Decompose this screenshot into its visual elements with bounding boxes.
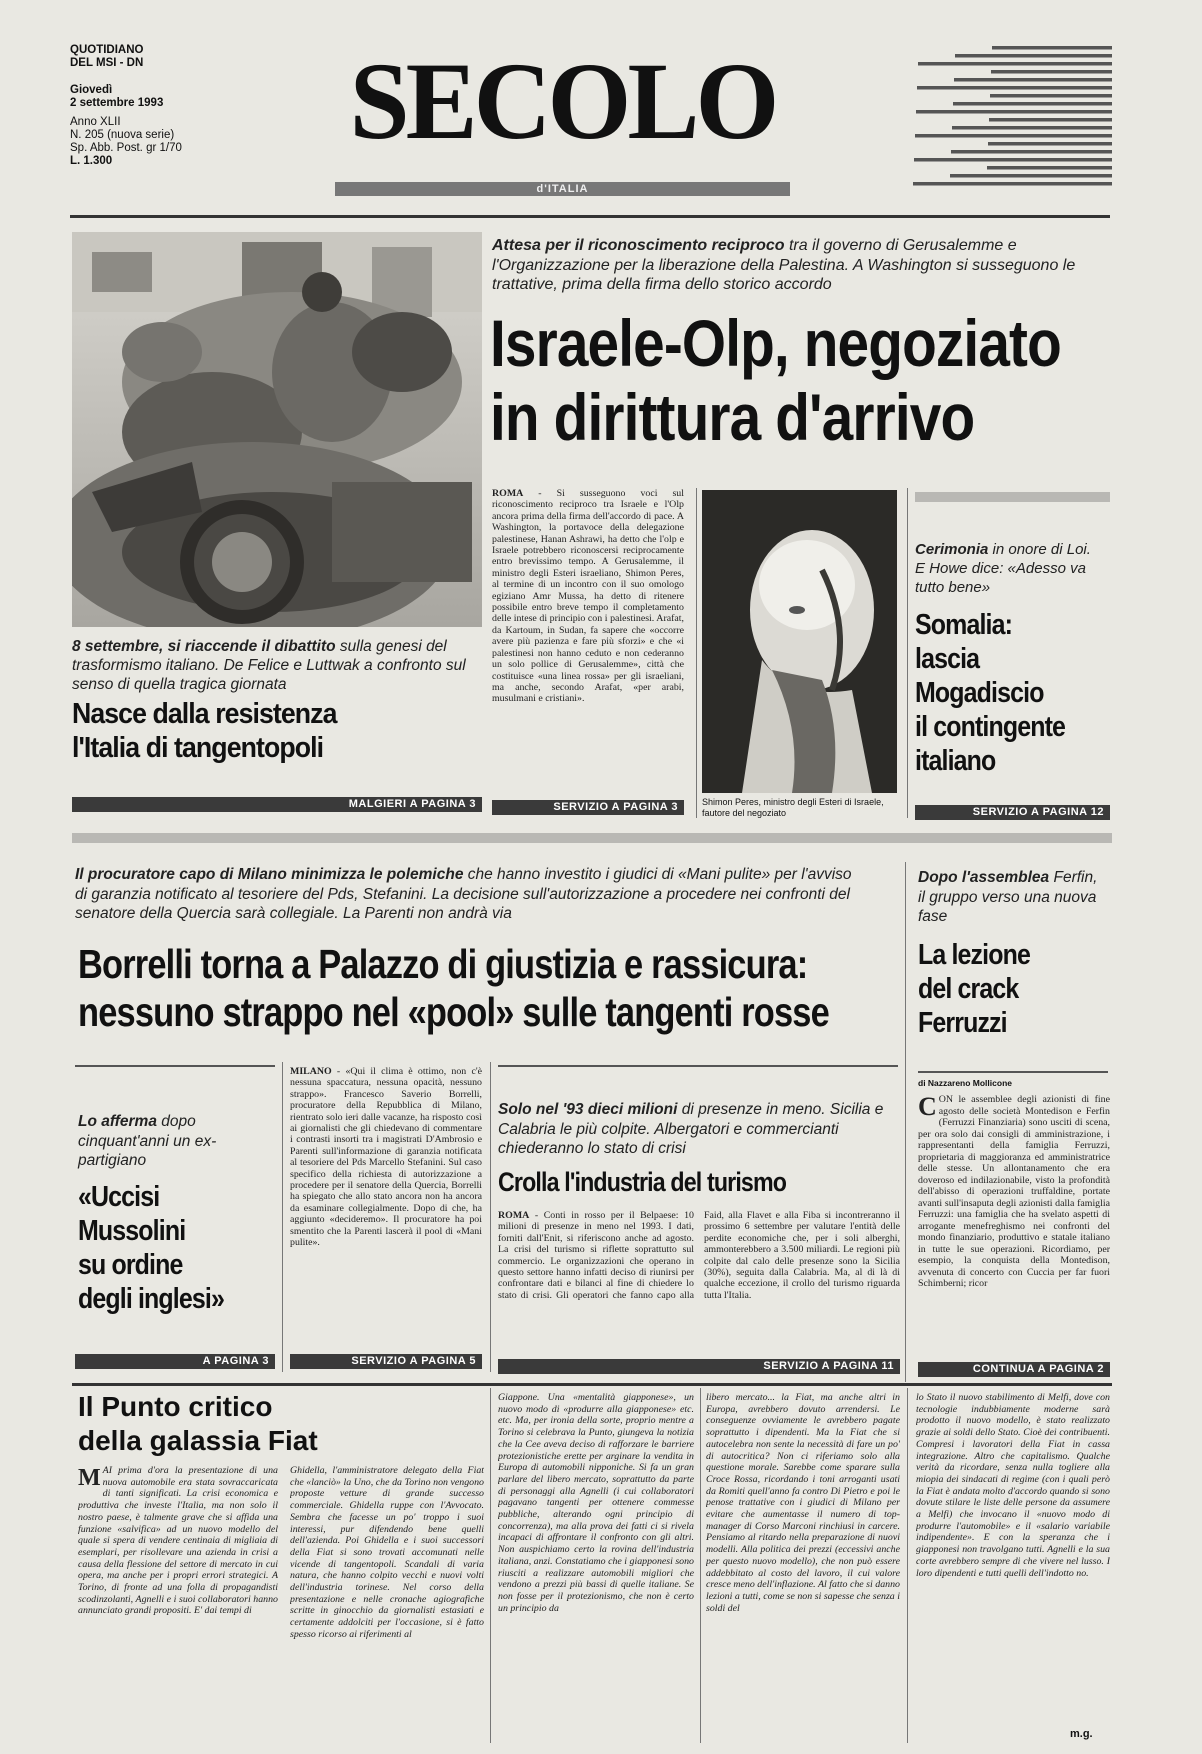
ferfin-kicker [918, 868, 1108, 927]
turismo-top-rule [498, 1065, 898, 1067]
turismo-article-body [498, 1210, 900, 1348]
column-rule [905, 862, 906, 1382]
turismo-kicker-rest: di presenze in meno. Sicilia e Calabria le più colpite. Albergatori e commercianti chiederanno lo stato di crisi [498, 1101, 884, 1157]
fine-print-line [990, 94, 1112, 98]
masthead-rule [70, 215, 1110, 218]
israel-headline-line2: in dirittura d'arrivo [490, 380, 975, 454]
mussolini-kicker-rest: dopo cinquant'anni un ex-partigiano [78, 1113, 217, 1169]
resistance-kicker-rest: sulla genesi del trasformismo italiano. De Felice e Luttwak a confronto sul senso di quella tragica giornata [72, 638, 466, 693]
israel-page-ref[interactable]: SERVIZIO A PAGINA 3 [492, 800, 684, 815]
fine-print-line [915, 134, 1112, 138]
ferfin-kicker-rest: Ferfin, il gruppo verso una nuova fase [918, 869, 1098, 925]
mussolini-headline-line: «Uccisi [78, 1181, 160, 1213]
fine-print-line [953, 102, 1112, 106]
turismo-dateline: ROMA [498, 1210, 530, 1221]
ferfin-rule [918, 1071, 1108, 1073]
postal-info: Sp. Abb. Post. gr 1/70 [70, 142, 182, 154]
mussolini-headline-line: su ordine [78, 1249, 183, 1281]
editorial-signature: m.g. [1070, 1728, 1093, 1740]
editorial-top-rule [72, 1383, 1112, 1386]
fine-print-line [992, 46, 1112, 50]
masthead-title: SECOLO [349, 40, 776, 162]
resistance-photo [72, 232, 482, 627]
ferfin-headline-line: La lezione [918, 939, 1030, 971]
borrelli-dateline: MILANO [290, 1066, 332, 1077]
column-rule [490, 1388, 491, 1743]
turismo-page-ref[interactable]: SERVIZIO A PAGINA 11 [498, 1359, 900, 1374]
ferfin-headline-line: Ferruzzi [918, 1007, 1007, 1039]
editorial-col-2: Ghidella, l'amministratore delegato della Fiat che «lanciò» la Uno, che da Torino non vengono proposte vetture di grande successo commerciale. Ghidella ruppe con l'Avvocato. Sembra che facesse un po' troppo i suoi interessi, pur difendendo bene quelli dell'azienda. Poi Ghidella e i suoi successori della Fiat si sono trovati accomunati nelle vicende di tangentopoli. Scandali di varia natura, che hanno colpito vecchi e nuovi volti dell'industria torinese. Nel corso della presentazione e nelle cronache agiografiche scritte in ginocchio da giornalisti estasiati e certamente addolciti per l'occasione, si è fatto spesso ricorso ai riferimenti al [290, 1465, 484, 1640]
editorial-headline-line1: Il Punto critico [78, 1391, 273, 1422]
turismo-headline: Crolla l'industria del turismo [498, 1167, 787, 1197]
ferfin-page-ref[interactable]: CONTINUA A PAGINA 2 [918, 1362, 1110, 1377]
column-rule [282, 1062, 283, 1372]
ferfin-body-text: ON le assemblee degli azionisti di fine agosto delle società Montedison e Ferfin (Ferruzzi Finanziaria) sono usciti di scena, per ora solo dai consigli di amministrazione, i rappresentanti della famiglia Ferruzzi, proprietaria di maggioranza ed amministratrice delle stesse. Un allontanamento che era doveroso ed indilazionabile, visto la profondità dell'abisso di operazioni truffaldine, portate avanti sull'insaputa degli azionisti dalla famiglia Ferruzzi: una famiglia che ha svelato aspetti di arrogante menefreghismo nei confronti del mondo finanziario, produttivo e statale italiano in tutte le sue operazioni. Ricordiamo, per esempio, la conquista della Montedison, avvenuta di concerto con Cuccia per far fuori Schimberni; ricor [918, 1094, 1110, 1289]
fine-print-line [950, 174, 1112, 178]
peres-caption: Shimon Peres, ministro degli Esteri di Israele, fautore del negoziato [702, 797, 884, 818]
peres-photo [702, 490, 897, 793]
editorial-headline [78, 1390, 478, 1458]
editorial-col-3: Giappone. Una «mentalità giapponese», un nuovo modo di «produrre alla giapponese» etc. etc. Ma, per ironia della sorte, proprio mentre a Torino si celebrava la Punto, giungeva la notizia che la Cee aveva deciso di rafforzare le barriere protezionistiche erette per arginare la vendita in Europa di automobili nipponiche. Si fa un gran parlare del libero mercato, soprattutto da parte di personaggi alla Agnelli (i cui collaboratori pagavano tangenti per ottenere commesse pubbliche, alterando ogni principio di concorrenza), ma alla prova dei fatti ci si rivela incapaci di affrontare il confronto con gli altri. Non auspichiamo certo la rovina dell'industria italiana, anzi. Constatiamo che i giapponesi sono riusciti a realizzare automobili migliori che vendono a prezzi più bassi di quelle italiane. Se non fosse per il protezionismo, che non è certo un principio da [498, 1392, 694, 1614]
somalia-headline-line: Mogadiscio [915, 677, 1044, 709]
borrelli-kicker-bold: Il procuratore capo di Milano minimizza le polemiche [75, 866, 464, 883]
mussolini-headline-line: degli inglesi» [78, 1283, 224, 1315]
somalia-headline [915, 608, 1113, 778]
resistance-headline-line1: Nasce dalla resistenza [72, 698, 337, 730]
israel-article-body [492, 488, 684, 793]
column-rule [907, 488, 908, 818]
weekday: Giovedì [70, 84, 113, 96]
editorial-dropcap: M [78, 1465, 101, 1491]
somalia-headline-line: italiano [915, 745, 996, 777]
fine-print-line [991, 70, 1112, 74]
israel-kicker-bold: Attesa per il riconoscimento reciproco [492, 237, 785, 254]
price: L. 1.300 [70, 155, 113, 167]
resistance-headline-line2: l'Italia di tangentopoli [72, 732, 324, 764]
resistance-headline [72, 697, 449, 765]
column-rule [490, 1062, 491, 1372]
ferfin-byline: di Nazzareno Mollicone [918, 1078, 1012, 1088]
party-label: DEL MSI - DN [70, 57, 144, 69]
fine-print-line [917, 86, 1112, 90]
year-label: Anno XLII [70, 116, 121, 128]
borrelli-headline [78, 940, 834, 1036]
turismo-body-text: - Conti in rosso per il Belpaese: 10 milioni di presenze in meno nel 1993. I dati, forniti dall'Enit, si riferiscono anche ad agosto. La crisi del turismo si riflette soprattutto sul commercio. Le organizzazioni che operano in questo settore hanno infatti deciso di riunirsi per confrontare dati e bilanci al fine di chiedere lo stato di crisi. Gli operatori che fanno capo alla Faid, alla Flavet e alla Fiba si incontreranno il prossimo 6 settembre per valutare l'entità delle perdite economiche che, per i soli alberghi, ammonterebbero a 3.500 miliardi. Le regioni più colpite dal calo delle presenze sono la Sicilia (30%), seguita dalla Calabria. Ma, al di là di qualche eccezione, il crollo del turismo riguarda tutta l'Italia. [498, 1210, 900, 1301]
masthead-info-left [70, 44, 230, 168]
editorial-headline-line2: della galassia Fiat [78, 1425, 318, 1456]
borrelli-headline-line2: nessuno strappo nel «pool» sulle tangenti rosse [78, 989, 829, 1035]
borrelli-page-ref[interactable]: SERVIZIO A PAGINA 5 [290, 1354, 482, 1369]
mussolini-top-rule [75, 1065, 275, 1067]
ferfin-headline [918, 938, 1116, 1040]
editorial-col-5: lo Stato il nuovo stabilimento di Melfi, dove con tecnologie indubbiamente moderne sarà prodotto il nuovo modello, è stato realizzato grazie ai soldi dello Stato. Cioè dei contribuenti. Compresi i lavoratori della Fiat in cassa integrazione. Altro che capitalismo. Qualche verità da ricordare, senza nulla togliere alla miopia dei sindacati di regime (con i quali però la Fiat è andata molto d'accordo quando si sono dovute stilare le liste delle persone da assumere a Melfi) che invocano il «nuovo modo di produrre l'automobile» e il «salario variabile indipendente». E con la speranza che i giapponesi non travolgano tutti. Agnelli e la sua corte avrebbero sempre di che vivere nel lusso. I loro dipendenti e tutti quelli dell'indotto no. [916, 1392, 1110, 1579]
fine-print-line [989, 118, 1112, 122]
mussolini-kicker [78, 1112, 268, 1171]
column-rule [907, 1388, 908, 1743]
borrelli-body-text: - «Qui il clima è ottimo, non c'è nessuna spaccatura, nessuna opacità, nessuno strappo». Francesco Saverio Borrelli, procuratore della Repubblica di Milano, rientrato solo ieri dalle vacanze, ha risposto così ai giornalisti che gli chiedevano di commentare i contrasti insorti tra i magistrati D'Ambrosio e Parenti sull'informazione di garanzia notificata al tesoriere del Pds Marcello Stefanini. Sul caso specifico della richiesta di autorizzazione a procedere per il senatore della Quercia, Borrelli ha spiegato che allo stato ancora non ha ancora da esaminare collegialmente. Dopo di che, ha aggiunto «decideremo». Il procuratore ha poi smentito che la Parenti lascerà il pool di «Mani pulite». [290, 1066, 482, 1249]
fine-print-line [914, 158, 1112, 162]
issue-date: 2 settembre 1993 [70, 97, 164, 109]
fine-print-line [955, 54, 1112, 58]
fine-print-line [951, 150, 1112, 154]
fine-print-line [913, 182, 1112, 186]
subscription-info-block [862, 42, 1112, 192]
somalia-top-rule [915, 492, 1110, 502]
paper-type: QUOTIDIANO [70, 44, 144, 56]
somalia-headline-line: Somalia: [915, 609, 1013, 641]
mussolini-headline-line: Mussolini [78, 1215, 186, 1247]
somalia-kicker-rest: in onore di Loi. E Howe dice: «Adesso va tutto bene» [915, 541, 1091, 596]
somalia-headline-line: il contingente [915, 711, 1066, 743]
column-rule [696, 488, 697, 818]
mussolini-page-ref[interactable]: A PAGINA 3 [75, 1354, 275, 1369]
issue-number: N. 205 (nuova serie) [70, 129, 175, 141]
turismo-kicker-bold: Solo nel '93 dieci milioni [498, 1101, 678, 1118]
borrelli-kicker-rest: che hanno investito i giudici di «Mani pulite» per l'avviso di garanzia notificato al tesoriere del Pds, Stefanini. La decisione sull'autorizzazione a procedere nei confronti del senatore della Quercia sarà collegiale. La Parenti non andrà via [75, 866, 852, 922]
masthead [335, 40, 790, 195]
israel-headline-line1: Israele-Olp, negoziato [490, 306, 1061, 380]
mussolini-kicker-bold: Lo afferma [78, 1113, 157, 1130]
borrelli-article-body [290, 1066, 482, 1346]
mussolini-headline [78, 1180, 276, 1316]
ferfin-dropcap: C [918, 1094, 937, 1121]
ferfin-article-body [918, 1094, 1110, 1356]
column-rule [700, 1388, 701, 1743]
editorial-col-1 [78, 1465, 278, 1745]
fine-print-line [954, 78, 1112, 82]
section-divider [72, 833, 1112, 843]
israel-headline [490, 306, 1092, 454]
fine-print-line [916, 110, 1112, 114]
israel-body-text: - Si susseguono voci sul riconoscimento reciproco tra Israele e l'Olp ancora prima della firma dell'accordo di pace. A Washington, la portavoce della delegazione palestinese, Hanan Ashrawi, ha detto che l'olp e Israele potrebbero riconoscersi reciprocamente entro brevissimo tempo. A Gerusalemme, il ministro degli Esteri israeliano, Shimon Peres, al termine di un incontro con il suo omologo egiziano Amr Mussa, ha detto di ritenere possibile entro breve tempo il completamento delle intese di principio con i palestinesi. Arafat, da Kartoum, in Sudan, fa sapere che «occorre avere più pazienza e fare più sforzi» e che «i palestinesi non hanno ceduto e non cederanno un solo pollice di Gerusalemme», città che costituisce «una linea rossa» per gli israeliani, ma anche, secondo Arafat, «per arabi, musulmani e cristiani». [492, 488, 684, 705]
fine-print-line [988, 142, 1112, 146]
somalia-kicker [915, 540, 1105, 597]
resistance-page-ref[interactable]: MALGIERI A PAGINA 3 [72, 797, 482, 812]
israel-dateline: ROMA [492, 488, 524, 499]
fine-print-line [918, 62, 1112, 66]
somalia-headline-line: lascia [915, 643, 980, 675]
resistance-kicker-bold: 8 settembre, si riaccende il dibattito [72, 638, 336, 655]
israel-kicker-rest: tra il governo di Gerusalemme e l'Organizzazione per la liberazione della Palestina. A Washington si susseguono le trattative, prima della firma dello storico accordo [492, 237, 1076, 293]
resistance-kicker [72, 637, 487, 694]
somalia-page-ref[interactable]: SERVIZIO A PAGINA 12 [915, 805, 1110, 820]
somalia-kicker-bold: Cerimonia [915, 541, 989, 558]
turismo-kicker [498, 1100, 888, 1159]
israel-kicker [492, 236, 1112, 295]
borrelli-headline-line1: Borrelli torna a Palazzo di giustizia e rassicura: [78, 941, 808, 987]
ferfin-headline-line: del crack [918, 973, 1019, 1005]
ferfin-kicker-bold: Dopo l'assemblea [918, 869, 1050, 886]
fine-print-lines [862, 42, 1112, 192]
editorial-col-1-text: AI prima d'ora la presentazione di una nuova automobile era stata sovraccaricata di tanti significati. La crisi economica e produttiva che investe l'Italia, ma non solo il nostro paese, è talmente grave che si affida una funzione «salvifica» ad un nuovo modello del quale si spera di vendere centinaia di migliaia di esemplari, per risollevare una azienda in crisi a causa della flessione del settore di mercato in cui opera, ma anche per i propri errori strategici. A Torino, di fronte ad una folla di propagandisti scodinzolanti, Agnelli e i suoi collaboratori hanno annunciato grandi propositi. E' dai tempi di [78, 1465, 278, 1617]
borrelli-kicker [75, 865, 855, 924]
fine-print-line [987, 166, 1112, 170]
editorial-col-4: libero mercato... la Fiat, ma anche altri in Europa, avrebbero dovuto arrendersi. Le conseguenze ovviamente le avrebbero pagate soprattutto i dipendenti. Ma la Fiat che si autocelebra non sente la necessità di fare un po' di autocritica? Non ci riferiamo solo alla questione morale. Sarebbe come sparare sulla Croce Rossa, ricordando i toni arroganti usati da Romiti quell'anno fa contro Di Pietro e poi le penose trattative con i giudici di Milano per evitare che aumentasse il numero di top-manager di Corso Marconi rinchiusi in carcere. Pensiamo al ritardo nella preparazione di nuovi modelli. Alla politica dei prezzi (eccessivi anche per questo nuovo modello), che non può essere addebbitato al costo del lavoro, il cui valore cresce meno dell'inflazione. Al fatto che si danno lezioni a tutti, come se non si sapesse che senza i soldi del [706, 1392, 900, 1614]
masthead-subtitle: d'ITALIA [335, 182, 790, 196]
fine-print-line [952, 126, 1112, 130]
